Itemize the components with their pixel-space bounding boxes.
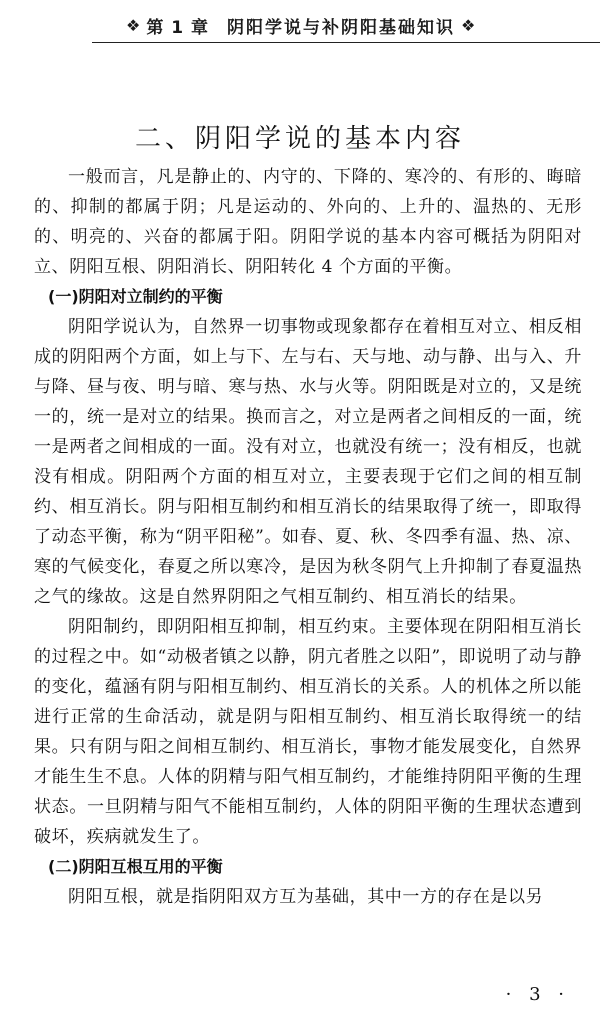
ornament-icon: ❖ [461,15,476,35]
body-text [34,162,582,912]
paragraph-opposition-1: 阴阳学说认为，自然界一切事物或现象都存在着相互对立、相反相成的阴阳两个方面，如上与下、左与右、天与地、动与静、出与入、升与降、昼与夜、明与暗、寒与热、水与火等。阴阳既是对立的，又是统一的，统一是对立的结果。换而言之，对立是两者之间相反的一面，统一是两者之间相成的一面。没有对立，也就没有统一；没有相反，也就没有相成。阴阳两个方面的相互对立，主要表现于它们之间的相互制约、相互消长。阴与阳相互制约和相互消长的结果取得了统一，即取得了动态平衡，称为“阴平阳秘”。如春、夏、秋、冬四季有温、热、凉、寒的气候变化，春夏之所以寒冷，是因为秋冬阴气上升抑制了春夏温热之气的缘故。这是自然界阴阳之气相互制约、相互消长的结果。 [34,317,582,607]
subheading-opposition: (一)阴阳对立制约的平衡 [48,287,223,306]
header-divider [92,42,600,43]
paragraph-opposition-2: 阴阳制约，即阴阳相互抑制，相互约束。主要体现在阴阳相互消长的过程之中。如“动极者镇之以静，阴亢者胜之以阳”，即说明了动与静的变化，蕴涵有阴与阳相互制约、相互消长的关系。人的机体之所以能进行正常的生命活动，就是阴与阳相互制约、相互消长取得统一的结果。只有阴与阳之间相互制约、相互消长，事物才能发展变化，自然界才能生生不息。人体的阴精与阳气相互制约，才能维持阴阳平衡的生理状态。一旦阴精与阳气不能相互制约，人体的阴阳平衡的生理状态遭到破坏，疾病就发生了。 [34,617,582,847]
chapter-label: 第 1 章 [146,17,210,38]
subheading-interdependence: (二)阴阳互根互用的平衡 [48,857,223,876]
running-header [120,12,590,38]
page-number: · 3 · [505,984,570,1005]
section-title: 二、阴阳学说的基本内容 [134,123,465,154]
paragraph-interdependence-1: 阴阳互根，就是指阴阳双方互为基础，其中一方的存在是以另 [68,887,544,907]
chapter-title: 阴阳学说与补阴阳基础知识 [227,17,456,38]
paragraph-intro: 一般而言，凡是静止的、内守的、下降的、寒冷的、有形的、晦暗的、抑制的都属于阴；凡是运动的、外向的、上升的、温热的、无形的、明亮的、兴奋的都属于阳。阴阳学说的基本内容可概括为阴阳对立、阴阳互根、阴阳消长、阴阳转化 4 个方面的平衡。 [34,167,582,277]
ornament-icon: ❖ [126,15,141,35]
